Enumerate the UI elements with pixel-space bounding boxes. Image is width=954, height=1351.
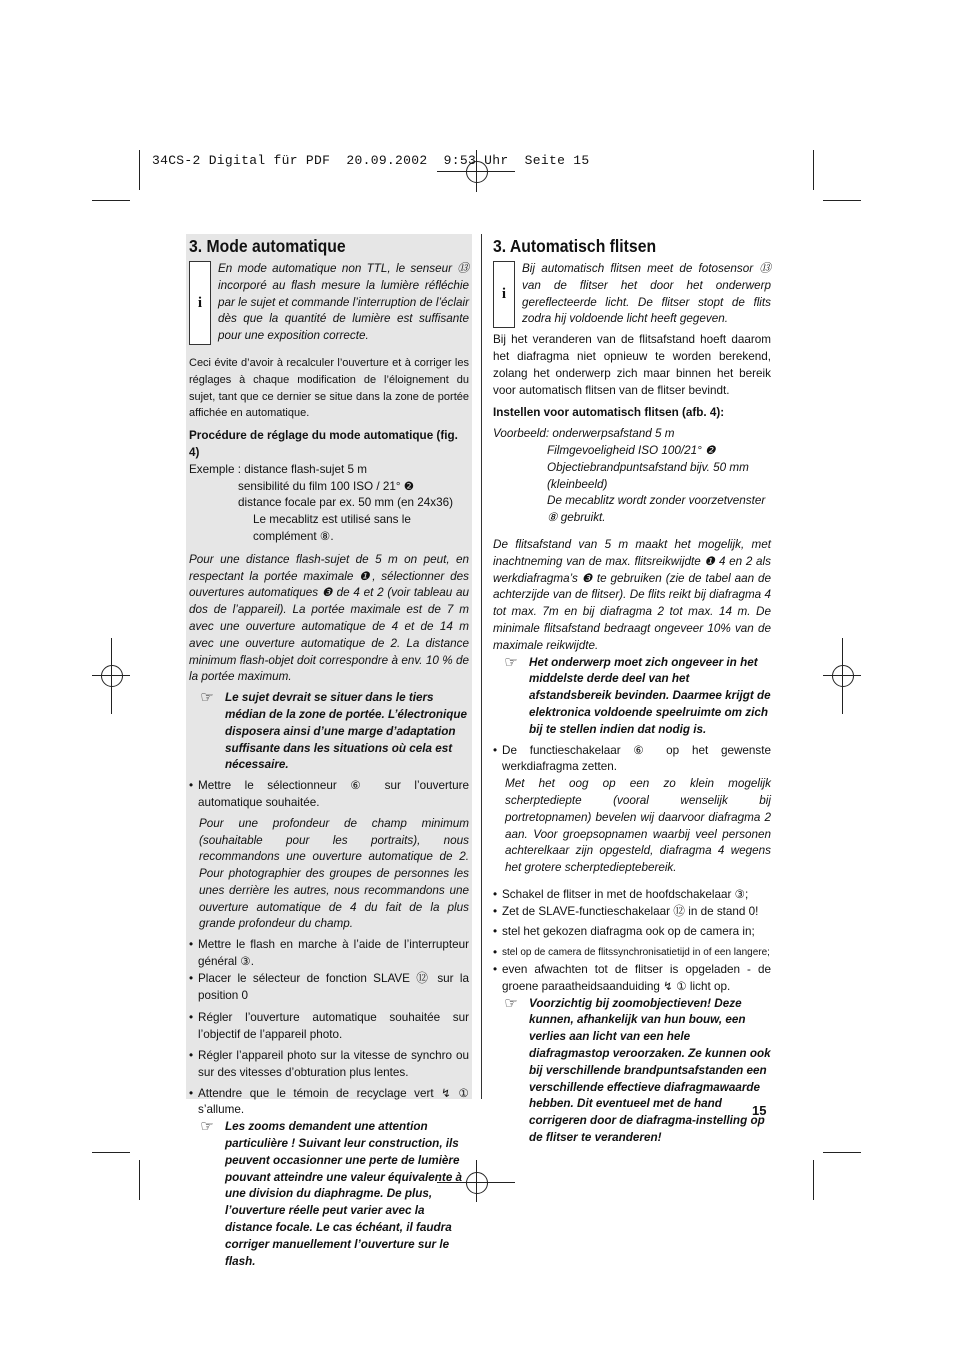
bullet-icon: • xyxy=(493,963,498,977)
bullet-icon: • xyxy=(493,946,498,960)
note-text: Les zooms demandent une attention particulière ! Suivant leur construction, ils peuvent occasionner une perte de lumière pouvant atteindre une valeur équivalente à une division du diaphragme. De plus, l’ouverture réelle peut varier avec la distance focale. Le cas échéant, il faudra corriger manuellement l’ouverture sur le flash. xyxy=(225,1120,463,1268)
bullet-icon: • xyxy=(493,887,498,901)
bullet-icon: • xyxy=(493,925,498,939)
intro-paragraph: Bij het veranderen van de flitsafstand hoeft daarom het diafragma niet opnieuw te worden berekend, zolang het onderwerp zich maar binnen het bereik voor automatisch flitsen van de flitser bevindt. xyxy=(493,333,771,397)
bullet-item xyxy=(493,945,771,962)
registration-mark-bottom xyxy=(476,1160,477,1202)
example-line: Le mecablitz est utilisé sans le complément ⑧. xyxy=(253,513,411,543)
bullet-text: stel het gekozen diafragma ook op de camera in; xyxy=(502,925,755,939)
bullet-item xyxy=(493,962,771,996)
registration-mark-left xyxy=(111,638,112,714)
bullet-text: stel op de camera de flitssynchronisatietijd in of een langere; xyxy=(502,947,770,959)
note-text: Voorzichtig bij zoomobjectieven! Deze kunnen, afhankelijk van hun bouw, een verlies aan licht van een hele diafragmastop veroorzaken. Ze kunnen ook bij verschillende brandpuntsafstanden een verschillende effectieve diafragmawaarde hebben. Dit eventueel met de hand corrigeren door de diafragma-instelling op de flitser te veranderen! xyxy=(529,996,771,1145)
note xyxy=(189,1119,469,1270)
info-box xyxy=(189,261,469,345)
bullet-icon: • xyxy=(189,938,194,952)
crop-mark xyxy=(823,200,861,201)
intro-paragraph: Ceci évite d’avoir à recalculer l’ouverture et à corriger les réglages à chaque modification de l’éloignement du sujet, tant que ce dernier se situe dans la zone de portée affichée en automatique. xyxy=(189,356,469,420)
info-text: En mode automatique non TTL, le senseur ⑬ incorporé au flash mesure la lumière réfléchie par le sujet et commande l’interruption de l’éclair dès que la quantité de lumière est suffisante pour une exposition correcte. xyxy=(218,262,469,343)
bullet-item xyxy=(189,778,469,812)
bullet-icon: • xyxy=(189,1011,194,1025)
page-number: 15 xyxy=(752,1103,767,1118)
print-header: 34CS-2 Digital für PDF 20.09.2002 9:53 Uhr Seite 15 xyxy=(152,153,590,168)
bullet-item xyxy=(493,887,771,904)
example-line: distance focale par ex. 50 mm (en 24x36) xyxy=(238,496,454,510)
info-text: Bij automatisch flitsen meet de fotosensor ⑬ van de flitser het door het onderwerp gereflecteerde licht. De flitser stopt de flits zodra hij voldoende licht heeft gegeven. xyxy=(522,262,771,326)
bullet-icon: • xyxy=(493,904,498,918)
registration-mark-left xyxy=(101,665,123,687)
column-divider xyxy=(481,234,482,1099)
bullet-text: Mettre le flash en marche à l’aide de l’interrupteur général ③. xyxy=(198,938,469,969)
bullet-item xyxy=(189,1010,469,1044)
crop-mark xyxy=(813,150,814,190)
example-line: Exemple : distance flash-sujet 5 m xyxy=(189,462,367,476)
example-line: De mecablitz wordt zonder voorzetvenster ⑧ gebruikt. xyxy=(547,494,766,525)
note xyxy=(493,996,771,1147)
crop-mark xyxy=(92,1152,130,1153)
pointing-hand-icon: ☞ xyxy=(504,994,518,1012)
procedure-heading: Procédure de réglage du mode automatique (fig. 4) xyxy=(189,429,458,459)
bullet-item xyxy=(493,743,771,777)
registration-mark-right xyxy=(832,665,854,687)
bullet-detail: Pour une profondeur de champ minimum (souhaitable pour les portraits), nous recommandons une ouverture automatique de 2. Pour photographier des groupes de personnes les unes derrière les autres, nous recommandons une ouverture automatique de 4 du fait de la plus grande profondeur du champ. xyxy=(199,816,469,931)
crop-mark xyxy=(139,1160,140,1200)
bullet-text: even afwachten tot de flitser is opgeladen - de groene paraatheidsaanduiding ↯ ① licht op. xyxy=(502,963,771,993)
bullet-icon: • xyxy=(493,743,498,757)
section-title: 3. Automatisch flitsen xyxy=(493,236,657,256)
bullet-icon: • xyxy=(189,971,194,985)
pointing-hand-icon: ☞ xyxy=(504,653,518,671)
example-line: Filmgevoeligheid ISO 100/21° ❷ xyxy=(547,443,716,457)
registration-mark-right xyxy=(842,638,843,714)
bullet-text: Mettre le sélectionneur ⑥ sur l’ouverture automatique souhaitée. xyxy=(198,779,469,809)
note-text: Le sujet devrait se situer dans le tiers médian de la zone de portée. L’électronique disposera ainsi d’une marge d’adaptation suffisante dans les situations où cela est nécessaire. xyxy=(225,691,468,772)
crop-mark xyxy=(92,200,130,201)
bullet-text: Zet de SLAVE-functieschakelaar ⑫ in de stand 0! xyxy=(502,904,759,918)
crop-mark xyxy=(139,150,140,190)
section-title: 3. Mode automatique xyxy=(189,236,346,256)
example-line: Objectiebrandpuntsafstand bijv. 50 mm (kleinbeeld) xyxy=(547,460,749,491)
note xyxy=(493,655,771,739)
example-line: sensibilité du film 100 ISO / 21° ❷ xyxy=(238,479,415,493)
explanation-paragraph: Pour une distance flash-sujet de 5 m on peut, en respectant la portée maximale ❶, sélectionner des ouvertures automatiques ❸ de 4 et 2 (voir tableau au dos de l’appareil). La portée maximale est de 7 m avec une ouverture automatique de 4 et de 14 m avec une ouverture automatique de 2. La distance minimum flash-objet doit correspondre à env. 10 % de la portée maximum. xyxy=(189,552,469,684)
procedure-heading: Instellen voor automatisch flitsen (afb. 4): xyxy=(493,406,725,420)
bullet-text: Schakel de flitser in met de hoofdschakelaar ③; xyxy=(502,887,749,901)
bullet-icon: • xyxy=(189,1086,194,1100)
info-icon: i xyxy=(493,261,515,328)
bullet-item xyxy=(493,904,771,921)
bullet-item xyxy=(189,1048,469,1082)
bullet-text: Régler l’appareil photo sur la vitesse de synchro ou sur des vitesses d’obturation plus lentes. xyxy=(198,1049,469,1079)
bullet-detail: Met het oog op een zo klein mogelijk scherptediepte (vooral wenselijk bij portretopnamen) bevelen wij daarvoor diafragma 2 aan. Voor groepsopnamen waarbij veel personen achterelkaar zijn opgesteld, diafragma 4 wegens het grotere scherptedieptebereik. xyxy=(505,777,771,875)
bullet-icon: • xyxy=(189,1049,194,1063)
info-icon: i xyxy=(189,261,211,345)
bullet-icon: • xyxy=(189,779,194,793)
bullet-text: Régler l’ouverture automatique souhaitée sur l’objectif de l’appareil photo. xyxy=(198,1011,469,1042)
bullet-text: Placer le sélecteur de fonction SLAVE ⑫ sur la position 0 xyxy=(198,971,469,1002)
french-column xyxy=(186,234,472,1268)
info-box xyxy=(493,261,771,328)
crop-mark xyxy=(813,1160,814,1200)
crop-mark xyxy=(823,1152,861,1153)
example-line: Voorbeeld: onderwerpsafstand 5 m xyxy=(493,427,675,441)
bullet-text: Attendre que le témoin de recyclage vert ↯ ① s’allume. xyxy=(198,1086,469,1117)
bullet-text: De functieschakelaar ⑥ op het gewenste werkdiafragma zetten. xyxy=(502,743,771,774)
note-text: Het onderwerp moet zich ongeveer in het middelste derde deel van het afstandsbereik bevinden. Daarmee krijgt de elektronica voldoende speelruimte om zich bij te stellen indien dat nodig is. xyxy=(529,655,771,736)
bullet-item xyxy=(189,1086,469,1120)
bullet-item xyxy=(493,924,771,941)
explanation-paragraph: De flitsafstand van 5 m maakt het mogelijk, met inachtneming van de max. flitsreikwijdte ❶ 4 en 2 als werkdiafragma’s ❸ te gebruiken (zie de tabel aan de achterzijde van de flitser). De flits reikt bij diafragma 4 tot max. 7m en bij diafragma 2 tot max. 14 m. De minimale flitsafstand bedraagt ongeveer 10% van de maximale reikwijdte. xyxy=(493,537,771,652)
pointing-hand-icon: ☞ xyxy=(200,689,214,707)
bullet-item xyxy=(189,971,469,1005)
note xyxy=(189,690,469,774)
bullet-item xyxy=(189,937,469,971)
pointing-hand-icon: ☞ xyxy=(200,1118,214,1136)
